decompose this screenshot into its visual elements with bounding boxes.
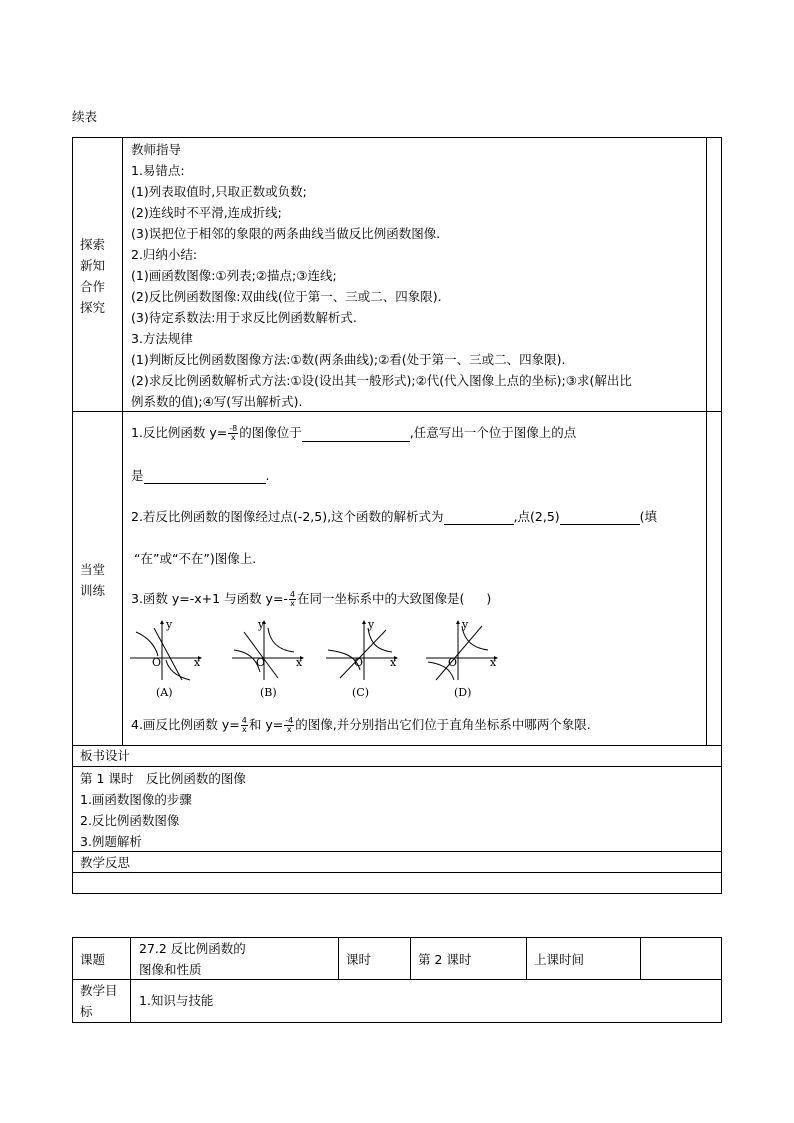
period-value: 第 2 课时 — [418, 952, 472, 967]
origin-label: O — [256, 656, 266, 669]
graph-option-b[interactable] — [230, 620, 304, 702]
graph-label: (C) — [352, 686, 369, 699]
fraction: $\frac{-4}{x}$ — [285, 716, 294, 734]
answer-blank[interactable] — [444, 511, 514, 525]
explore-line: 例系数的值);④写(写出解析式). — [131, 394, 303, 409]
board-line: 1.画函数图像的步骤 — [80, 792, 192, 807]
period-label: 课时 — [346, 952, 372, 967]
explore-line: (2)连线时不平滑,连成折线; — [131, 205, 282, 220]
class-time-label: 上课时间 — [534, 952, 585, 967]
board-line: 3.例题解析 — [80, 834, 142, 849]
board-design-title: 板书设计 — [80, 748, 131, 763]
fraction: $\frac{-8}{x}$ — [229, 424, 238, 442]
question-4: 4.画反比例函数 y= $\frac{4}{x}$ 和 y= $\frac{-4}{x}$ 的图像,并分别指出它们位于直角坐标系中哪两个象限. — [131, 716, 591, 734]
axis-y-label: y — [462, 618, 469, 631]
continued-label: 续表 — [72, 109, 98, 124]
board-line: 第 1 课时 反比例函数的图像 — [80, 771, 246, 786]
reflection-title: 教学反思 — [80, 855, 131, 870]
graph-label: (A) — [156, 686, 173, 699]
fraction: $\frac{4}{x}$ — [289, 590, 296, 608]
explore-label-1: 探索 — [80, 237, 106, 252]
axis-x-label: x — [490, 656, 497, 669]
origin-label: O — [354, 656, 364, 669]
question-2-cont: “在”或“不在”)图像上. — [134, 551, 257, 566]
explore-line: (1)判断反比例函数图像方法:①数(两条曲线);②看(处于第一、三或二、四象限). — [131, 352, 566, 367]
graph-option-a[interactable] — [128, 620, 202, 702]
answer-blank[interactable] — [560, 511, 640, 525]
question-2: 2.若反比例函数的图像经过点(-2,5),这个函数的解析式为 ,点(2,5) (填 — [131, 509, 658, 524]
explore-label-3: 合作 — [80, 279, 106, 294]
answer-blank[interactable] — [302, 428, 410, 442]
goal-label: 标 — [80, 1004, 93, 1019]
explore-line: 教师指导 — [131, 142, 182, 157]
axis-y-label: y — [258, 618, 265, 631]
axis-x-label: x — [296, 656, 303, 669]
axis-x-label: x — [390, 656, 397, 669]
question-1-cont: 是 . — [131, 468, 270, 483]
explore-label-4: 探究 — [80, 300, 106, 315]
graph-option-c[interactable] — [324, 620, 398, 702]
topic-label: 课题 — [80, 952, 106, 967]
axis-x-label: x — [194, 656, 201, 669]
practice-label-2: 训练 — [80, 583, 106, 598]
origin-label: O — [448, 656, 458, 669]
explore-line: 3.方法规律 — [131, 331, 193, 346]
axis-y-label: y — [166, 618, 173, 631]
question-1: 1.反比例函数 y= $\frac{-8}{x}$ 的图像位于 ,任意写出一个位于图像上的点 — [131, 424, 577, 442]
explore-line: (3)误把位于相邻的象限的两条曲线当做反比例函数图像. — [131, 226, 441, 241]
topic-value: 27.2 反比例函数的 — [139, 941, 246, 956]
explore-label-2: 新知 — [80, 258, 106, 273]
goal-text: 1.知识与技能 — [139, 993, 214, 1008]
explore-line: (2)反比例函数图像:双曲线(位于第一、三或二、四象限). — [131, 289, 442, 304]
board-line: 2.反比例函数图像 — [80, 813, 180, 828]
origin-label: O — [152, 656, 162, 669]
explore-line: (1)画函数图像:①列表;②描点;③连线; — [131, 268, 337, 283]
answer-blank[interactable] — [144, 470, 266, 484]
graph-label: (B) — [260, 686, 277, 699]
explore-line: 2.归纳小结: — [131, 247, 198, 262]
explore-line: (1)列表取值时,只取正数或负数; — [131, 184, 307, 199]
topic-value: 图像和性质 — [139, 962, 202, 977]
graph-label: (D) — [454, 686, 472, 699]
explore-line: (3)待定系数法:用于求反比例函数解析式. — [131, 310, 357, 325]
goal-label: 教学目 — [80, 983, 118, 998]
question-3: 3.函数 y=-x+1 与函数 y=- $\frac{4}{x}$ 在同一坐标系中的大致图像是( ) — [131, 590, 492, 608]
fraction: $\frac{4}{x}$ — [241, 716, 247, 734]
explore-line: 1.易错点: — [131, 163, 185, 178]
practice-label-1: 当堂 — [80, 562, 106, 577]
axis-y-label: y — [368, 618, 375, 631]
explore-line: (2)求反比例函数解析式方法:①设(设出其一般形式);②代(代入图像上点的坐标);③求(解出比 — [131, 373, 632, 388]
graph-option-d[interactable] — [424, 620, 498, 702]
